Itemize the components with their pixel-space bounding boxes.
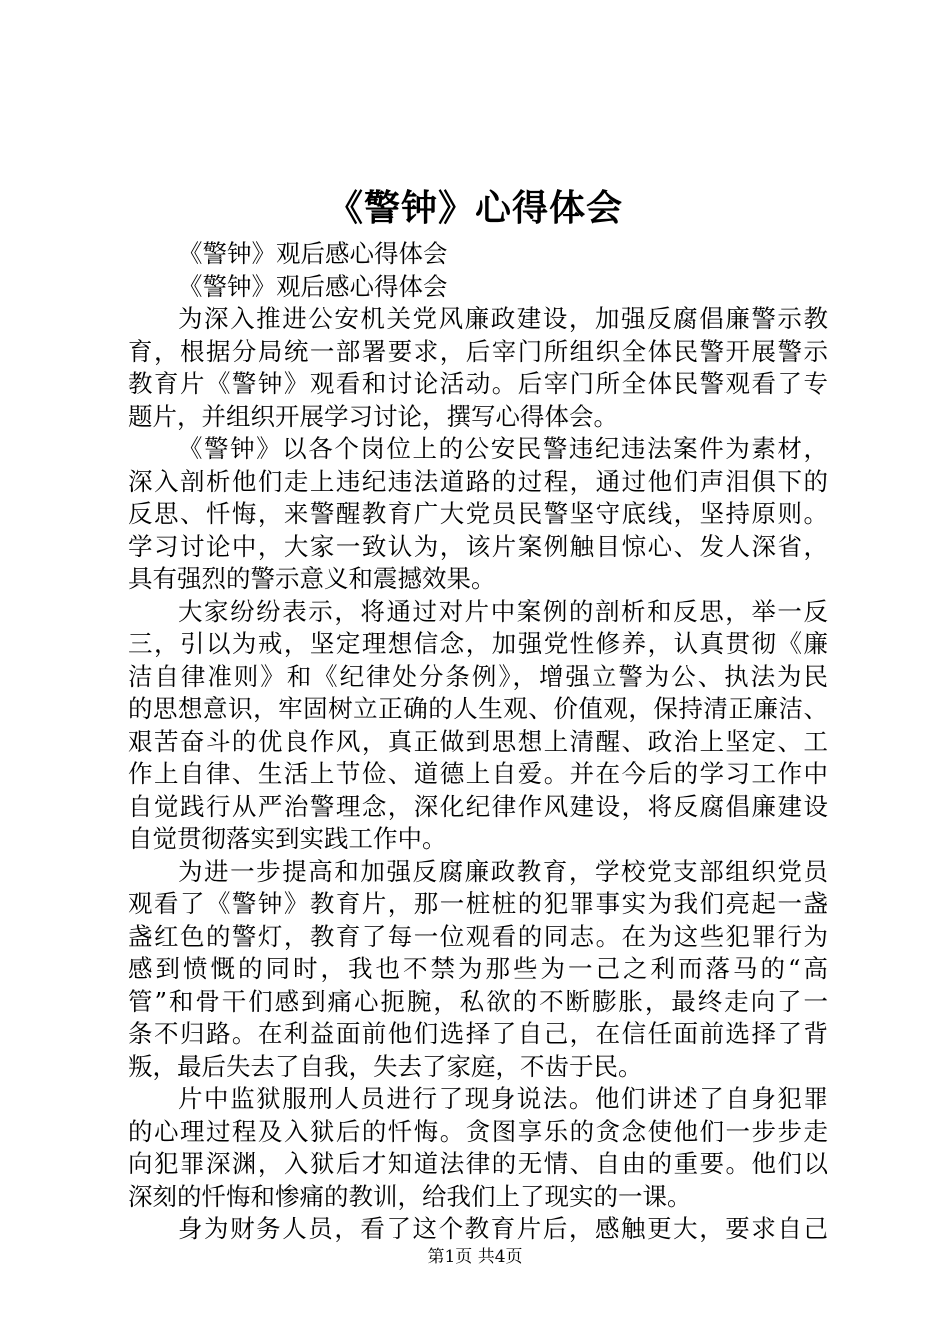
text-line: 《警钟》观后感心得体会: [178, 271, 448, 301]
text-line: 自觉践行从严治警理念，深化纪律作风建设，将反腐倡廉建设: [128, 791, 828, 821]
text-line: 教育片《警钟》观看和讨论活动。后宰门所全体民警观看了专: [128, 369, 828, 398]
text-line: 大家纷纷表示，将通过对片中案例的剖析和反思，举一反: [178, 596, 828, 626]
text-line: 反思、忏悔，来警醒教育广大党员民警坚守底线，坚持原则。: [128, 499, 828, 528]
document-title: 《警钟》心得体会: [326, 187, 623, 229]
text-line: 育，根据分局统一部署要求，后宰门所组织全体民警开展警示: [128, 336, 828, 366]
text-line: 叛，最后失去了自我，失去了家庭，不齿于民。: [128, 1051, 643, 1081]
text-line: 《警钟》观后感心得体会: [178, 239, 448, 268]
text-line: 观看了《警钟》教育片，那一桩桩的犯罪事实为我们亮起一盏: [128, 889, 828, 918]
text-line: 感到愤慨的同时，我也不禁为那些为一己之利而落马的“高: [128, 954, 828, 983]
text-line: 作上自律、生活上节俭、道德上自爱。并在今后的学习工作中: [128, 759, 828, 788]
text-line: 深刻的忏悔和惨痛的教训，给我们上了现实的一课。: [128, 1181, 692, 1211]
text-line: 洁自律准则》和《纪律处分条例》，增强立警为公、执法为民: [128, 661, 828, 691]
text-line: 题片，并组织开展学习讨论，撰写心得体会。: [128, 401, 618, 431]
text-line: 《警钟》以各个岗位上的公安民警违纪违法案件为素材，: [178, 434, 828, 463]
text-line: 学习讨论中，大家一致认为，该片案例触目惊心、发人深省，: [128, 531, 828, 561]
page-footer: 第1页 共4页: [427, 1247, 523, 1267]
text-line: 为进一步提高和加强反腐廉政教育，学校党支部组织党员: [178, 856, 828, 886]
text-line: 三，引以为戒，坚定理想信念，加强党性修养，认真贯彻《廉: [128, 629, 828, 658]
text-line: 管”和骨干们感到痛心扼腕，私欲的不断膨胀，最终走向了一: [128, 986, 828, 1016]
text-line: 的心理过程及入狱后的忏悔。贪图享乐的贪念使他们一步步走: [128, 1116, 828, 1146]
text-line: 片中监狱服刑人员进行了现身说法。他们讲述了自身犯罪: [178, 1084, 828, 1113]
text-line: 自觉贯彻落实到实践工作中。: [128, 824, 447, 853]
text-line: 为深入推进公安机关党风廉政建设，加强反腐倡廉警示教: [178, 304, 828, 333]
text-line: 的思想意识，牢固树立正确的人生观、价值观，保持清正廉洁、: [128, 694, 828, 723]
document-body: [128, 238, 828, 1246]
text-line: 艰苦奋斗的优良作风，真正做到思想上清醒、政治上坚定、工: [128, 726, 828, 756]
text-line: 条不归路。在利益面前他们选择了自己，在信任面前选择了背: [128, 1019, 828, 1048]
text-line: 身为财务人员，看了这个教育片后，感触更大，要求自己: [178, 1214, 828, 1243]
text-line: 深入剖析他们走上违纪违法道路的过程，通过他们声泪俱下的: [128, 466, 828, 496]
text-line: 向犯罪深渊，入狱后才知道法律的无情、自由的重要。他们以: [128, 1149, 828, 1178]
text-line: 具有强烈的警示意义和震撼效果。: [128, 564, 496, 593]
text-line: 盏红色的警灯，教育了每一位观看的同志。在为这些犯罪行为: [128, 921, 828, 951]
